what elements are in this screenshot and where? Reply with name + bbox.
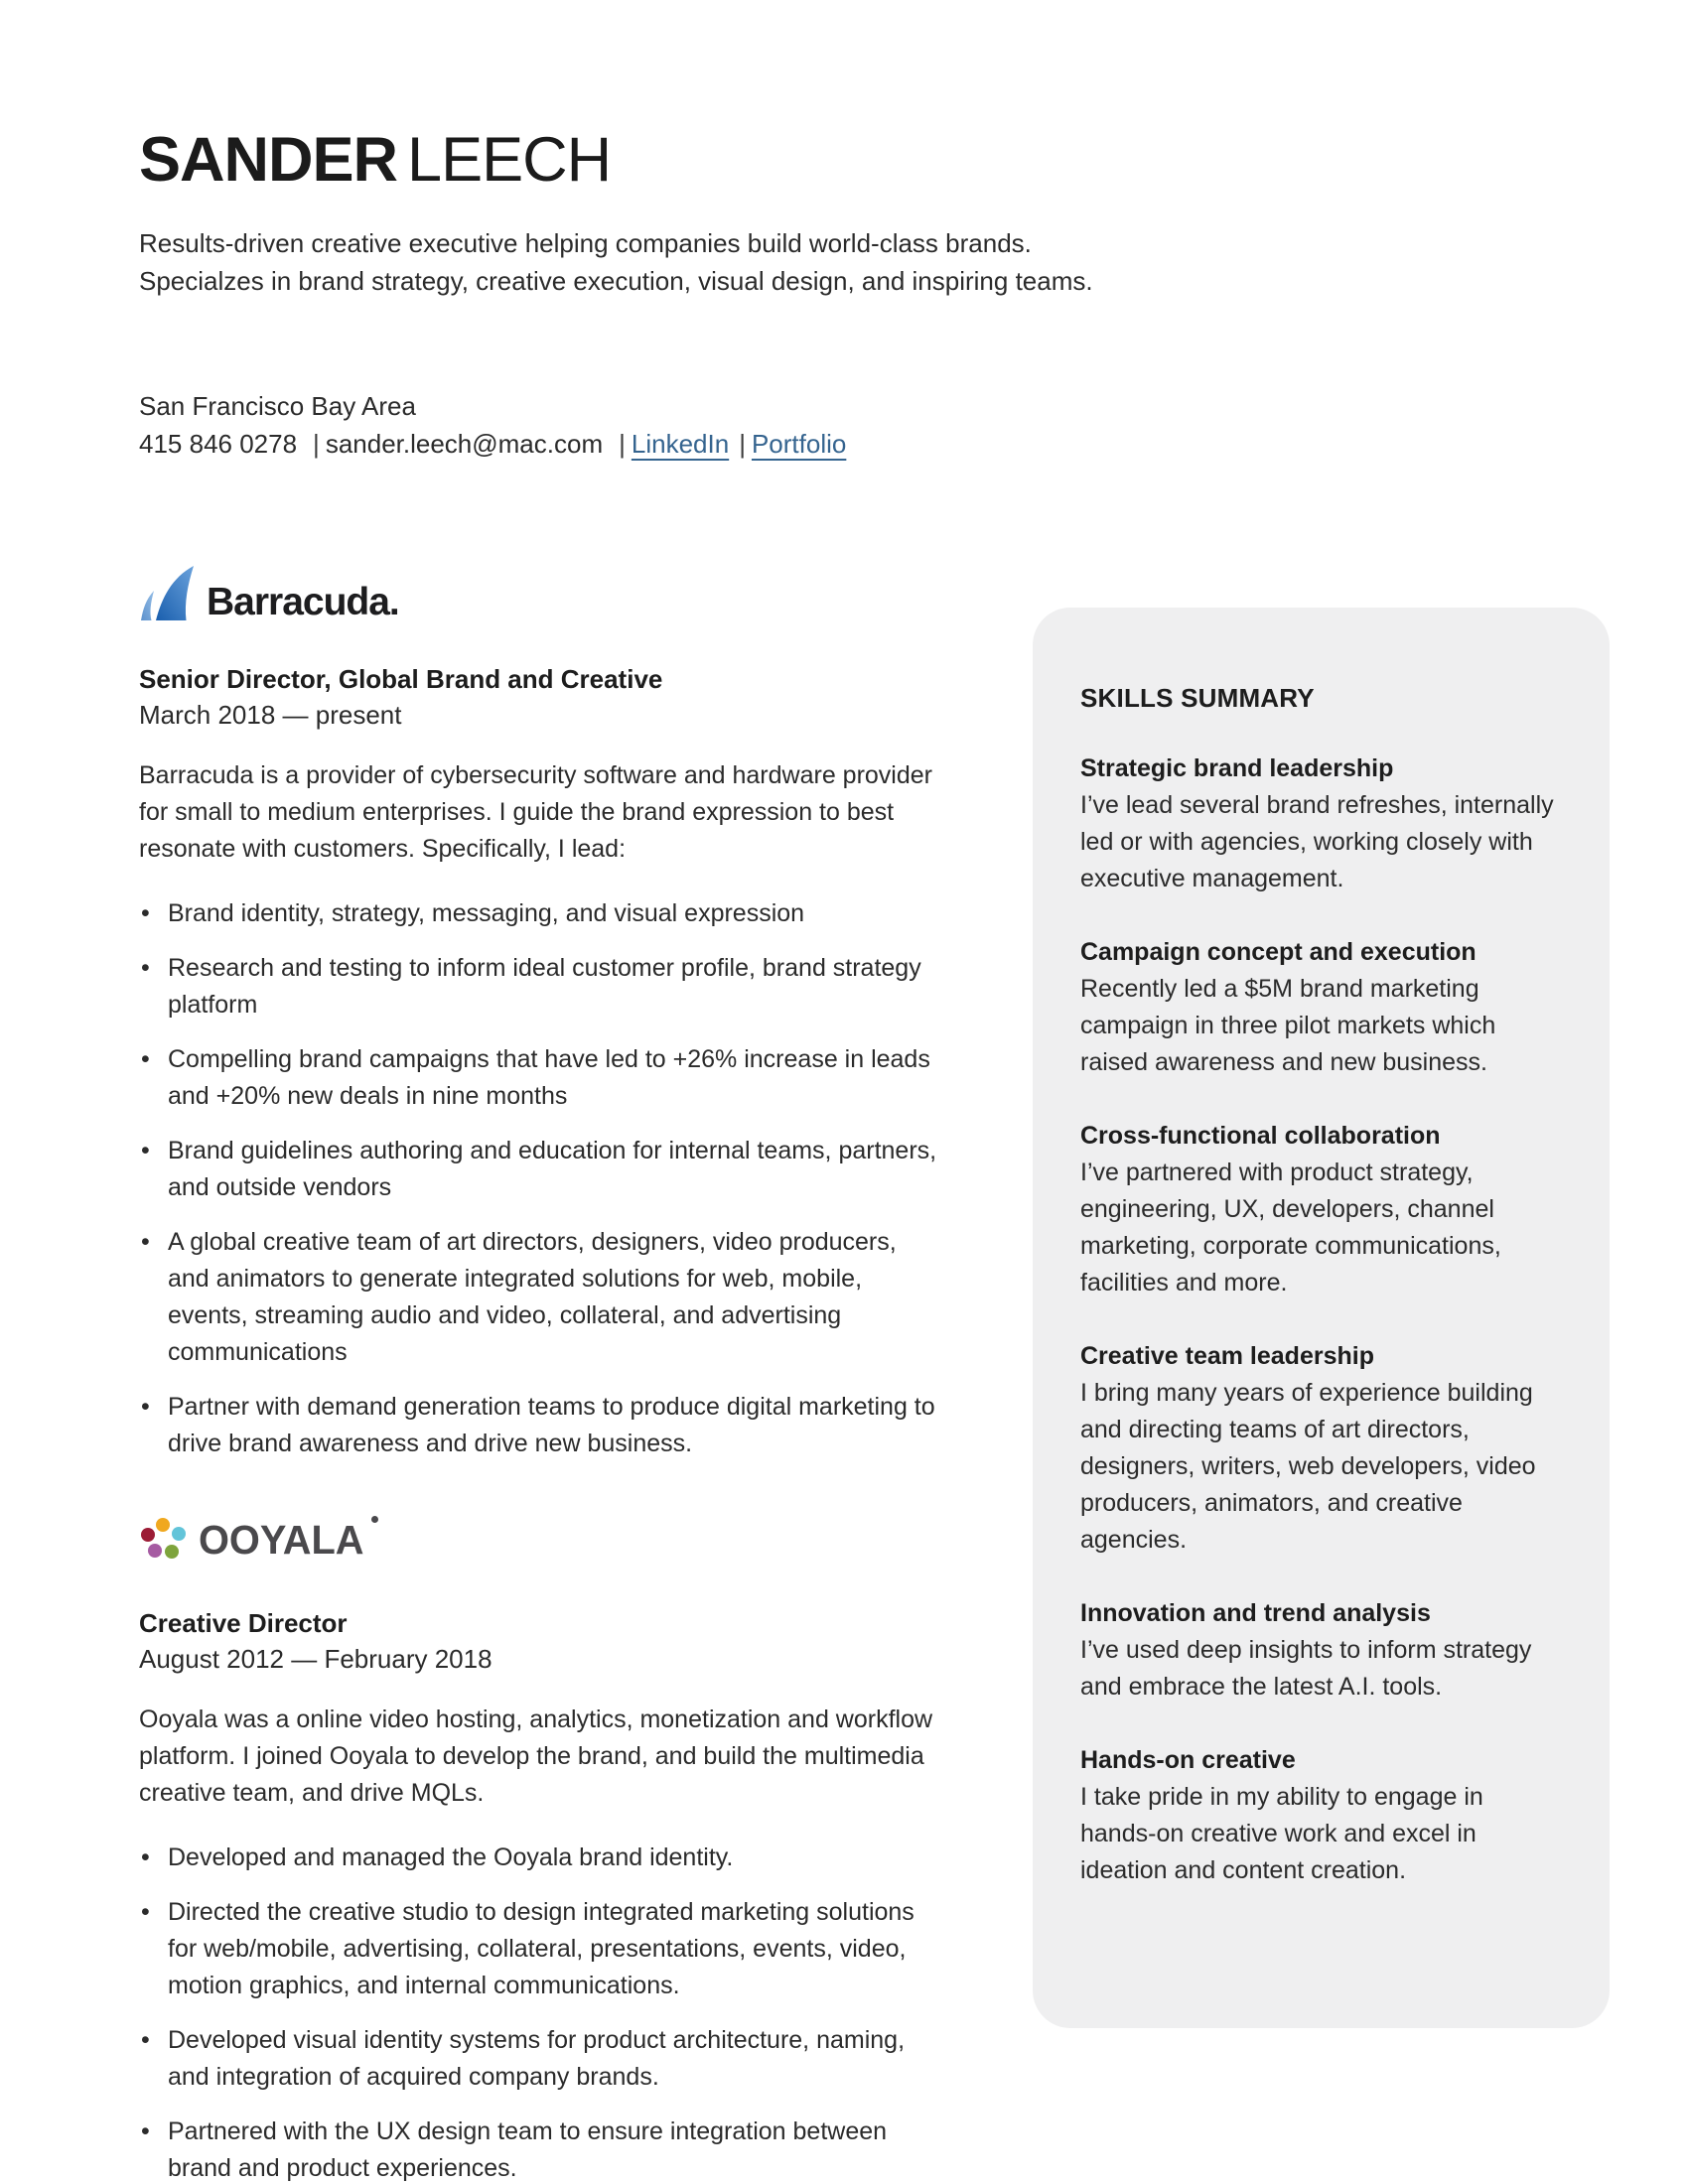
main-column xyxy=(139,125,1093,2184)
bullet-item: • Developed visual identity systems for product architecture, naming, and integration of acquired company brands. xyxy=(139,2022,943,2096)
separator: | xyxy=(619,429,626,460)
barracuda-logo xyxy=(139,564,943,624)
tagline xyxy=(139,224,1211,300)
separator: | xyxy=(313,429,320,460)
job-summary: Barracuda is a provider of cybersecurity software and hardware provider for small to medium enterprises. I guide the brand expression to best resonate with customers. Specifically, I lead: xyxy=(139,761,932,864)
skill-description: I’ve used deep insights to inform strategy and embrace the latest A.I. tools. xyxy=(1080,1636,1532,1701)
ooyala-wordmark: OOYALA xyxy=(199,1516,364,1563)
job-summary: Ooyala was a online video hosting, analytics, monetization and workflow platform. I joined Ooyala to develop the brand, and build the multimedia creative team, and drive MQLs. xyxy=(139,1706,933,1808)
skill-title: Strategic brand leadership xyxy=(1080,754,1394,782)
bullet-item: • Brand guidelines authoring and education for internal teams, partners, and outside vendors xyxy=(139,1133,943,1206)
linkedin-link[interactable]: LinkedIn xyxy=(631,429,730,460)
last-name: LEECH xyxy=(407,125,612,195)
job-ooyala xyxy=(139,1514,943,2184)
bullet-item: • Brand identity, strategy, messaging, and visual expression xyxy=(139,895,943,932)
skill-item xyxy=(1080,934,1562,1081)
contact-row xyxy=(139,425,943,463)
skill-description: Recently led a $5M brand marketing campaign in three pilot markets which raised awareness and new business. xyxy=(1080,975,1496,1076)
skill-title: Creative team leadership xyxy=(1080,1342,1374,1370)
ooyala-logo xyxy=(139,1514,943,1566)
job-title: Senior Director, Global Brand and Creative xyxy=(139,664,663,695)
skill-title: Cross-functional collaboration xyxy=(1080,1122,1441,1150)
contact-block xyxy=(139,387,943,463)
job-dates: August 2012 — February 2018 xyxy=(139,1644,492,1675)
job-title: Creative Director xyxy=(139,1608,348,1639)
bullet-item: • Research and testing to inform ideal customer profile, brand strategy platform xyxy=(139,950,943,1024)
separator: | xyxy=(739,429,746,460)
skill-description: I bring many years of experience building and directing teams of art directors, designers, writers, web developers, video producers, animators, and creative agencies. xyxy=(1080,1379,1536,1554)
page-title xyxy=(139,127,943,193)
skill-item xyxy=(1080,751,1562,897)
tagline-line-1: Results-driven creative executive helping companies build world-class brands. xyxy=(139,228,1032,259)
skill-description: I’ve partnered with product strategy, engineering, UX, developers, channel marketing, corporate communications, facilities and more. xyxy=(1080,1159,1501,1297)
barracuda-wordmark: Barracuda. xyxy=(207,581,399,624)
bullet-item: • Developed and managed the Ooyala brand identity. xyxy=(139,1840,943,1876)
job-bullet-list xyxy=(139,895,943,1462)
skill-title: Campaign concept and execution xyxy=(1080,938,1477,966)
contact-phone: 415 846 0278 xyxy=(139,429,298,460)
portfolio-link[interactable]: Portfolio xyxy=(751,429,847,460)
tagline-line-2: Specialzes in brand strategy, creative execution, visual design, and inspiring teams. xyxy=(139,266,1093,297)
skill-item xyxy=(1080,1595,1562,1706)
job-dates: March 2018 — present xyxy=(139,700,402,731)
bullet-item: • Partnered with the UX design team to ensure integration between brand and product experiences. xyxy=(139,2114,943,2184)
bullet-item: • Directed the creative studio to design integrated marketing solutions for web/mobile, advertising, collateral, presentations, events, video, motion graphics, and internal communications. xyxy=(139,1894,943,2004)
job-barracuda xyxy=(139,564,943,1462)
first-name: SANDER xyxy=(139,125,398,195)
job-bullet-list xyxy=(139,1840,943,2184)
trademark-dot-icon xyxy=(371,1516,378,1523)
skill-title: Hands-on creative xyxy=(1080,1746,1296,1774)
bullet-item: • Compelling brand campaigns that have led to +26% increase in leads and +20% new deals in nine months xyxy=(139,1041,943,1115)
skills-heading: SKILLS SUMMARY xyxy=(1080,683,1315,713)
skill-item xyxy=(1080,1742,1562,1889)
skill-title: Innovation and trend analysis xyxy=(1080,1599,1431,1627)
skills-summary-card xyxy=(1033,608,1610,2028)
bullet-item: • A global creative team of art directors, designers, video producers, and animators to generate integrated solutions for web, mobile, events, streaming audio and video, collateral, and advertising communications xyxy=(139,1224,943,1371)
ooyala-dots-icon xyxy=(139,1516,189,1564)
bullet-item: • Partner with demand generation teams to produce digital marketing to drive brand awareness and drive new business. xyxy=(139,1389,943,1462)
skill-description: I’ve lead several brand refreshes, internally led or with agencies, working closely with executive management. xyxy=(1080,791,1554,892)
barracuda-fins-icon xyxy=(139,564,199,621)
skill-item xyxy=(1080,1338,1562,1559)
contact-email: sander.leech@mac.com xyxy=(325,429,604,460)
skill-description: I take pride in my ability to engage in hands-on creative work and excel in ideation and content creation. xyxy=(1080,1783,1483,1884)
contact-location: San Francisco Bay Area xyxy=(139,391,416,422)
skill-item xyxy=(1080,1118,1562,1301)
